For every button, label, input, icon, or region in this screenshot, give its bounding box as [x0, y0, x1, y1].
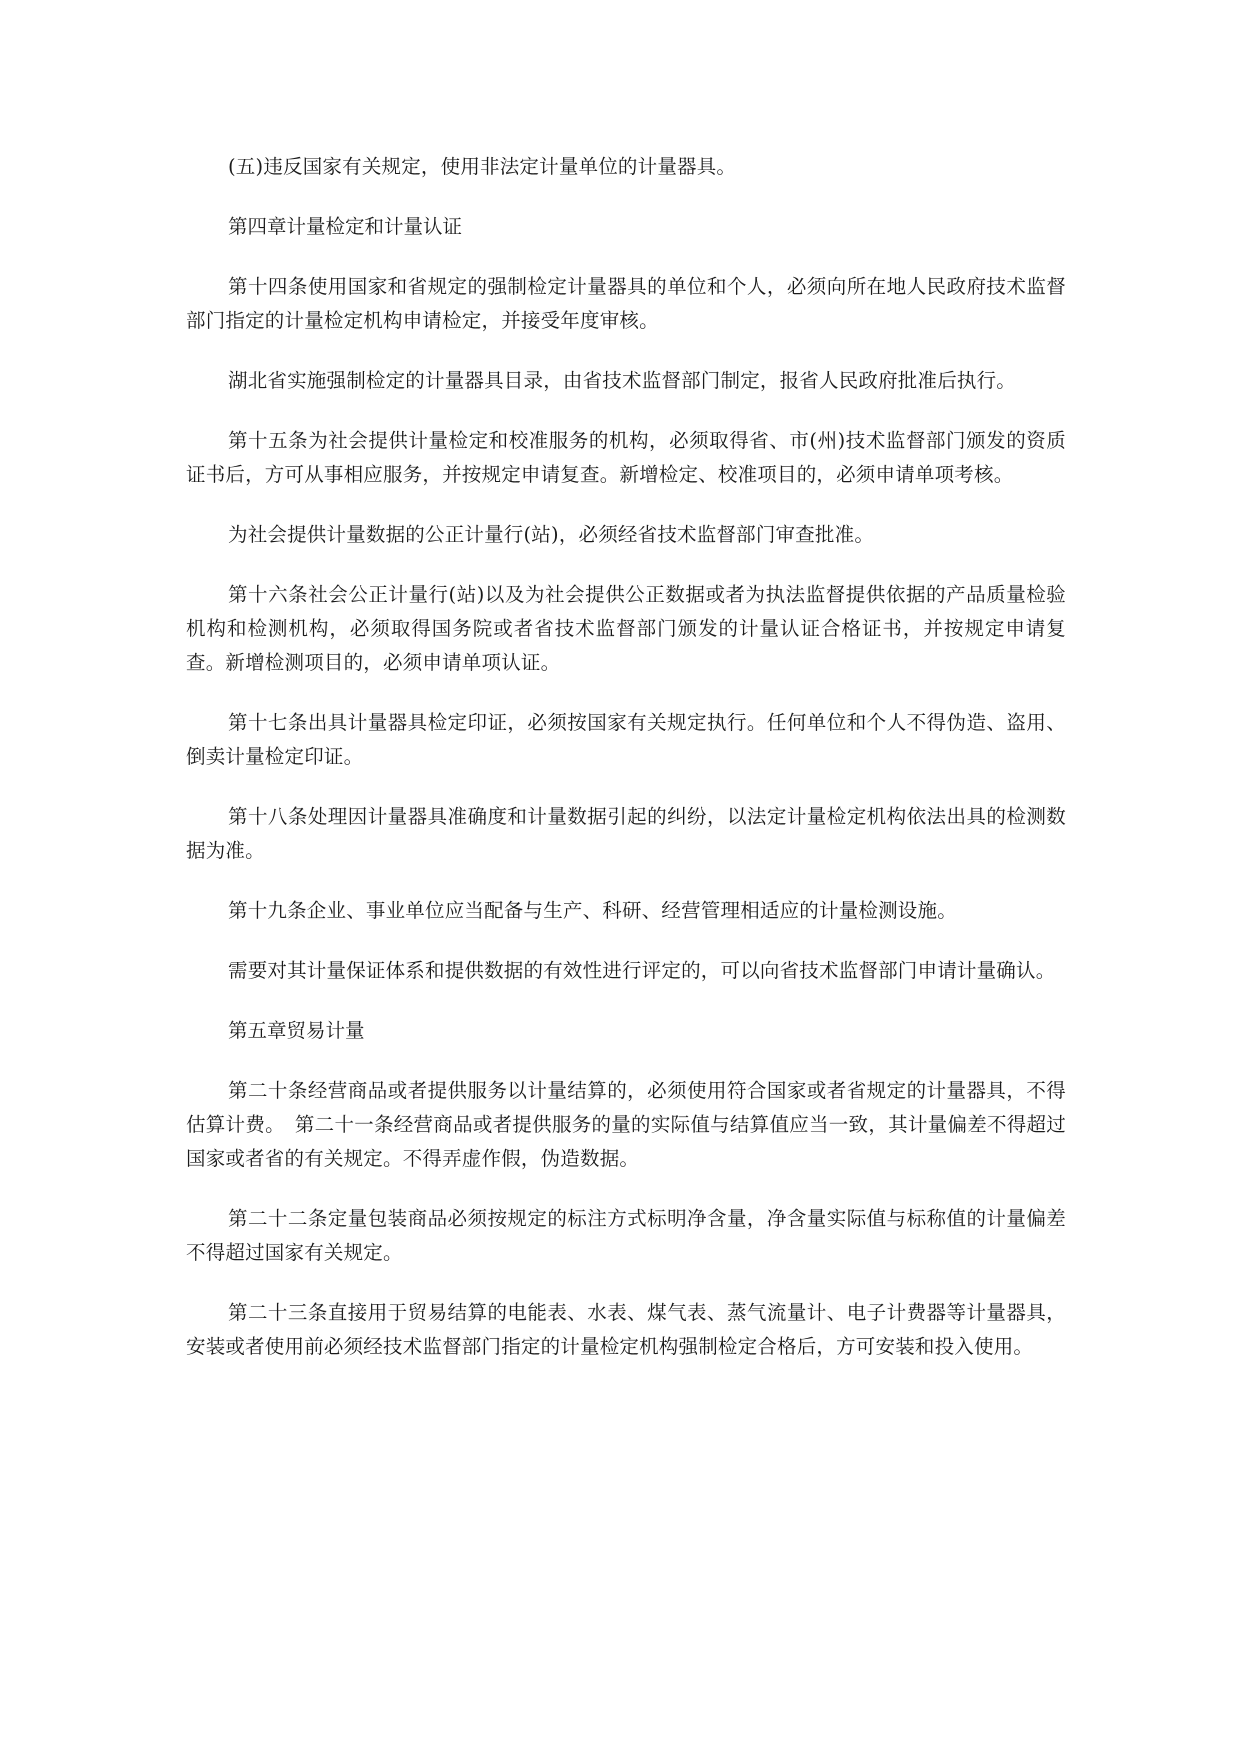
- paragraph-item-5: (五)违反国家有关规定，使用非法定计量单位的计量器具。: [228, 155, 737, 178]
- chapter-heading-5: 第五章贸易计量: [228, 1019, 365, 1042]
- article-22: 第二十二条定量包装商品必须按规定的标注方式标明净含量，净含量实际值与标称值的计量偏差不得超过国家有关规定。: [186, 1207, 1066, 1264]
- article-18: 第十八条处理因计量器具准确度和计量数据引起的纠纷，以法定计量检定机构依法出具的检测数据为准。: [186, 805, 1066, 862]
- article-15: 第十五条为社会提供计量检定和校准服务的机构，必须取得省、市(州)技术监督部门颁发的资质证书后，方可从事相应服务，并按规定申请复查。新增检定、校准项目的，必须申请单项考核。: [186, 429, 1066, 486]
- article-19-paragraph-2: 需要对其计量保证体系和提供数据的有效性进行评定的，可以向省技术监督部门申请计量确认。: [228, 959, 1056, 982]
- article-19: 第十九条企业、事业单位应当配备与生产、科研、经营管理相适应的计量检测设施。: [228, 899, 957, 922]
- article-16: 第十六条社会公正计量行(站)以及为社会提供公正数据或者为执法监督提供依据的产品质量检验机构和检测机构，必须取得国务院或者省技术监督部门颁发的计量认证合格证书，并按规定申请复查。新增检测项目的，必须申请单项认证。: [186, 583, 1066, 674]
- article-23: 第二十三条直接用于贸易结算的电能表、水表、煤气表、蒸气流量计、电子计费器等计量器具，安装或者使用前必须经技术监督部门指定的计量检定机构强制检定合格后，方可安装和投入使用。: [186, 1301, 1066, 1358]
- article-14: 第十四条使用国家和省规定的强制检定计量器具的单位和个人，必须向所在地人民政府技术监督部门指定的计量检定机构申请检定，并接受年度审核。: [186, 275, 1066, 332]
- article-20-21: 第二十条经营商品或者提供服务以计量结算的，必须使用符合国家或者省规定的计量器具，不得估算计费。 第二十一条经营商品或者提供服务的量的实际值与结算值应当一致，其计量偏差不得超过国家或者省的有关规定。不得弄虚作假，伪造数据。: [186, 1079, 1066, 1170]
- chapter-heading-4: 第四章计量检定和计量认证: [228, 215, 463, 238]
- article-17: 第十七条出具计量器具检定印证，必须按国家有关规定执行。任何单位和个人不得伪造、盗用、倒卖计量检定印证。: [186, 711, 1066, 768]
- article-15-paragraph-2: 为社会提供计量数据的公正计量行(站)，必须经省技术监督部门审查批准。: [228, 523, 875, 546]
- document-body: [186, 150, 1066, 1390]
- article-14-paragraph-2: 湖北省实施强制检定的计量器具目录，由省技术监督部门制定，报省人民政府批准后执行。: [228, 369, 1017, 392]
